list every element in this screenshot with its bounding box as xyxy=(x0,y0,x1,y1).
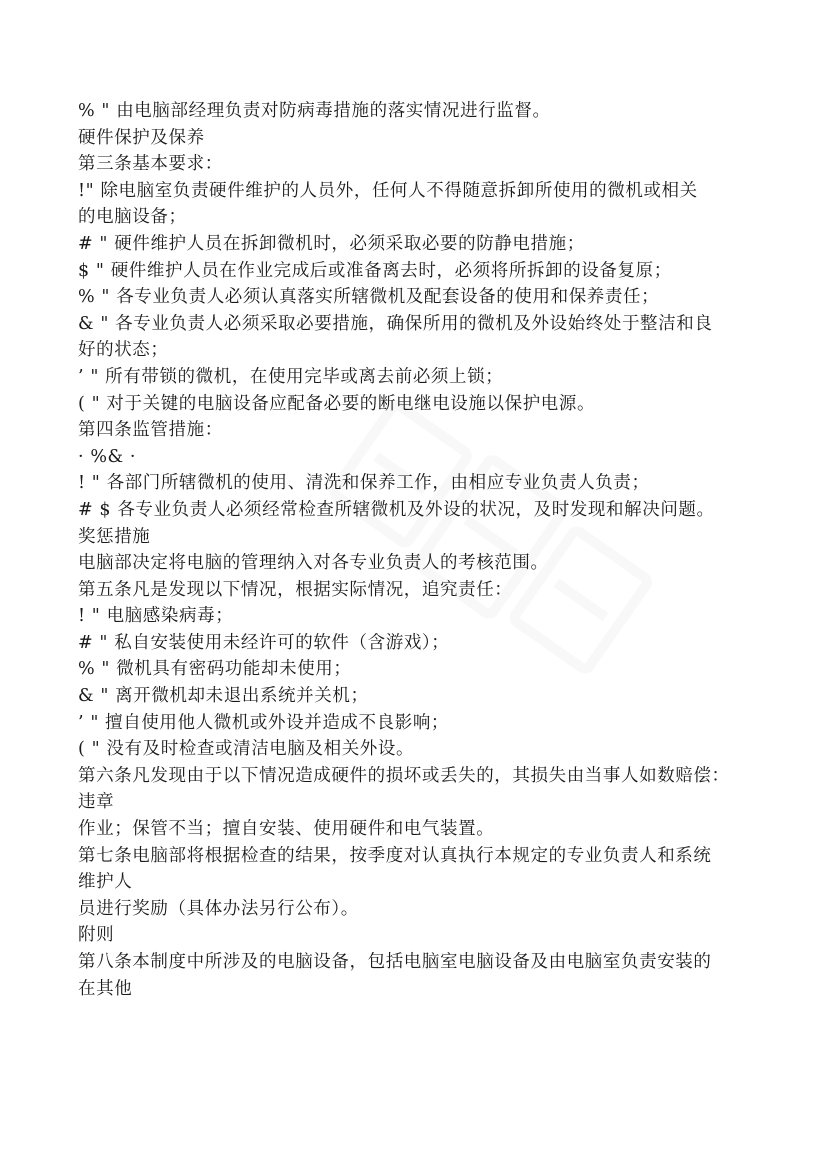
article-heading: 第六条凡发现由于以下情况造成硬件的损坏或丢失的，其损失由当事人如数赔偿： xyxy=(78,765,730,786)
text-line: % " 各专业负责人必须认真落实所辖微机及配套设备的使用和保养责任； xyxy=(78,287,660,308)
section-heading: 附则 xyxy=(78,925,115,946)
section-heading: 硬件保护及保养 xyxy=(78,127,205,148)
article-heading: 第八条本制度中所涉及的电脑设备，包括电脑室电脑设备及由电脑室负责安装的 xyxy=(78,952,712,972)
text-line: 电脑部决定将电脑的管理纳入对各专业负责人的考核范围。 xyxy=(78,553,549,574)
text-line: 作业；保管不当；擅自安装、使用硬件和电气装置。 xyxy=(78,819,495,840)
text-line: # " 硬件维护人员在拆卸微机时，必须采取必要的防静电措施； xyxy=(78,233,585,254)
article-heading: 第五条凡是发现以下情况，根据实际情况，追究责任： xyxy=(78,579,513,600)
text-line: 在其他 xyxy=(78,978,133,999)
text-line: ( " 对于关键的电脑设备应配备必要的断电继电设施以保护电源。 xyxy=(78,393,596,414)
text-line: 违章 xyxy=(78,792,115,813)
article-heading: 第四条监管措施： xyxy=(78,420,223,441)
text-line: ! " 电脑感染病毒； xyxy=(78,606,234,627)
text-line: ( " 没有及时检查或清洁电脑及相关外设。 xyxy=(78,739,415,760)
section-heading: 奖惩措施 xyxy=(78,526,151,547)
text-line: & " 各专业负责人必须采取必要措施，确保所用的微机及外设始终处于整洁和良 xyxy=(78,313,713,334)
text-line: 的电脑设备； xyxy=(78,207,187,228)
text-line: 好的状态； xyxy=(78,340,169,361)
text-line: 员进行奖励（具体办法另行公布）。 xyxy=(78,898,359,919)
article-heading: 第七条电脑部将根据检查的结果，按季度对认真执行本规定的专业负责人和系统 xyxy=(78,845,712,866)
text-line: !" 除电脑室负责硬件维护的人员外，任何人不得随意拆卸所使用的微机或相关 xyxy=(78,180,698,201)
text-line: ’ " 擅自使用他人微机或外设并造成不良影响； xyxy=(78,712,450,733)
text-line: $ " 硬件维护人员在作业完成后或准备离去时，必须将所拆卸的设备复原； xyxy=(78,260,672,281)
article-heading: 第三条基本要求： xyxy=(78,154,223,175)
text-line: # $ 各专业负责人必须经常检查所辖微机及外设的状况，及时发现和解决问题。 xyxy=(78,499,715,520)
text-line: % " 由电脑部经理负责对防病毒措施的落实情况进行监督。 xyxy=(78,101,551,121)
text-line: 维护人 xyxy=(78,872,133,893)
text-line: ! " 各部门所辖微机的使用、清洗和保养工作，由相应专业负责人负责； xyxy=(78,473,650,494)
document-body xyxy=(78,98,768,1002)
text-line: ’ " 所有带锁的微机，在使用完毕或离去前必须上锁； xyxy=(78,366,504,387)
text-line: # " 私自安装使用未经许可的软件（含游戏）； xyxy=(78,632,450,653)
text-line: · %& · xyxy=(78,446,137,467)
text-line: % " 微机具有密码功能却未使用； xyxy=(78,659,352,680)
text-line: & " 离开微机却未退出系统并关机； xyxy=(78,686,369,707)
